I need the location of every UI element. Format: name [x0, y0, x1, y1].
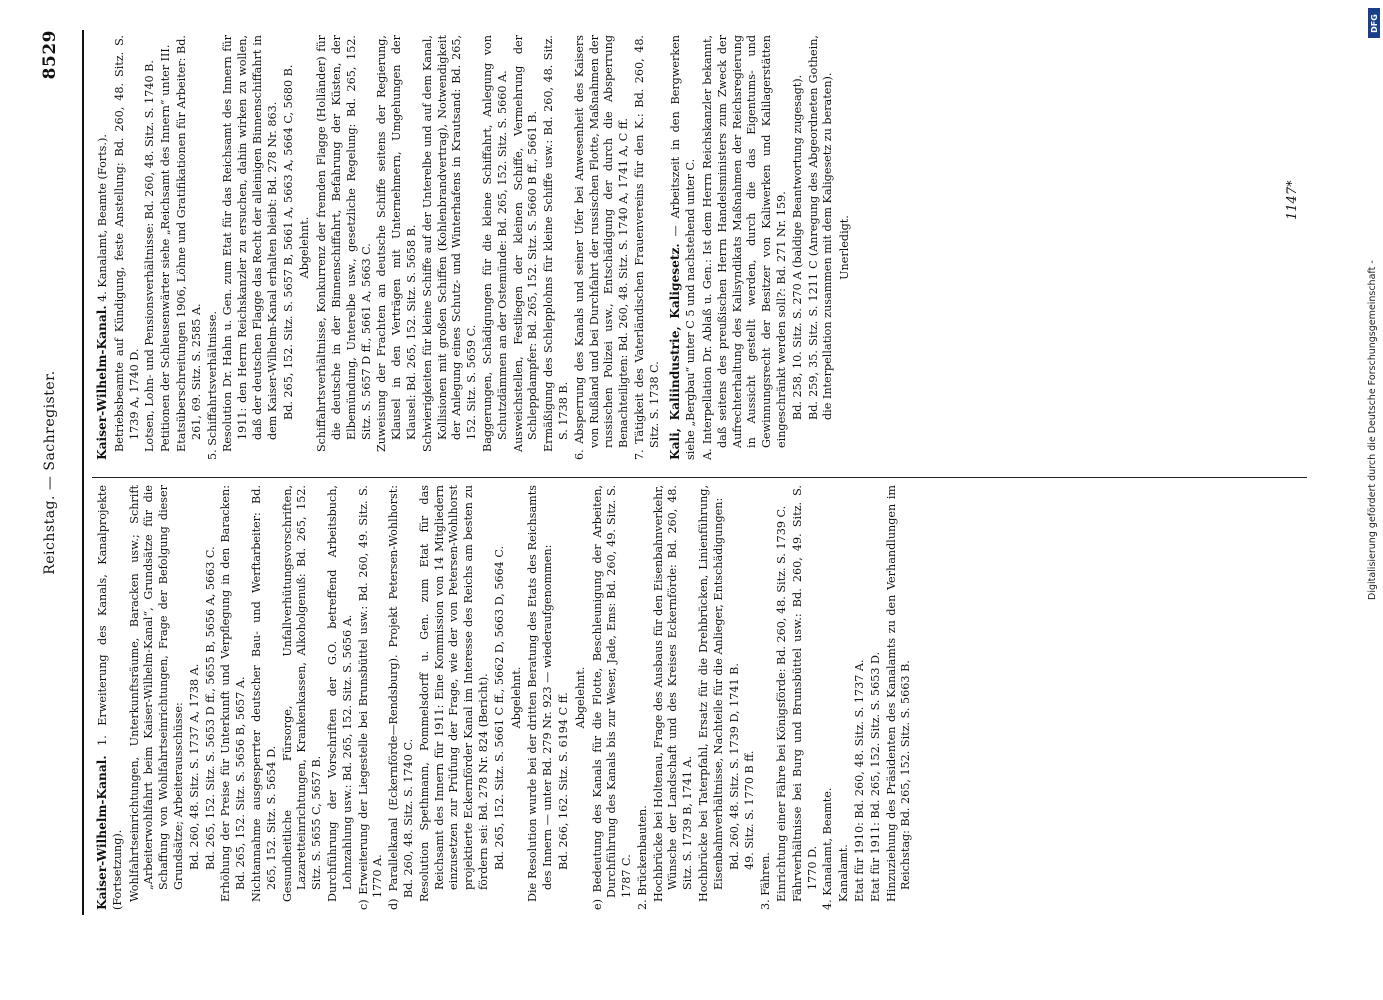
entry-keyword: Kaiser-Wilhelm-Kanal. [95, 305, 109, 460]
running-header [32, 30, 72, 915]
kali-entry-title [668, 35, 699, 460]
entry-subtitle: 1. Erweiterung des Kanals, Kanalprojekte (Fortsetzung). [96, 485, 124, 910]
column-divider [92, 477, 1307, 478]
index-paragraph: Resolution Spethmann, Pommelsdorff u. Gen. zum Etat für das Reichsamt des Innern für 1911: Eine Kommission von 14 Mitgliedern einzusetzen zur Prüfung der Frage, wie der von Petersen-Wohlhorst projektierte Eckernförder Kanal im Interesse des Reichs am besten zu fördern sei: Bd. 278 Nr. 824 (Bericht). [417, 485, 490, 902]
running-title: Reichstag. — Sachregister. [42, 370, 58, 575]
kali-paragraphs [701, 35, 853, 460]
index-paragraph: Zuweisung der Frachten an deutsche Schiffe seitens der Regierung, Klausel in den Verträgen mit Unternehmern, Umgehungen der Klausel: Bd. 265, 152. Sitz. S. 5658 B. [375, 35, 418, 452]
entry-title [95, 35, 111, 460]
index-paragraph: Bd. 266, 162. Sitz. S. 6194 C ff. [556, 692, 570, 870]
index-paragraph: 7. Tätigkeit des Vaterländischen Frauenvereins für den K.: Bd. 260, 48. Sitz. S. 1738 C. [632, 35, 661, 460]
index-paragraph: Bd. 260, 48. Sitz. S. 1739 D, 1741 B. [727, 663, 741, 870]
left-column [95, 485, 1295, 910]
kali-subtitle: — Arbeitszeit in den Bergwerken siehe „Bergbau“ unter C 5 und nachstehend unter C. [669, 35, 698, 460]
index-paragraph: 3. Fähren. [759, 852, 773, 910]
entry-keyword: Kaiser-Wilhelm-Kanal. [95, 755, 109, 910]
left-paragraphs [128, 485, 915, 910]
index-paragraph: Wohlfahrtseinrichtungen, Unterkunftsräume, Baracken usw.; Schrift „Arbeiterwohlfahrt beim Kaiser-Wilhelm-Kanal“, Grundsätze für die Schaffung von Wohlfahrtseinrichtungen, Frage der Befolgung dieser Grundsätze; Arbeiterausschüsse: [127, 485, 185, 902]
index-paragraph: Die Resolution wurde bei der dritten Beratung des Etats des Reichsamts des Innern — unter Bd. 279 Nr. 923 — wiederaufgenommen: [526, 485, 555, 902]
index-paragraph: 4. Kanalamt, Beamte. [821, 787, 835, 910]
index-paragraph: Erhöhung der Preise für Unterkunft und Verpflegung in den Baracken: Bd. 265, 152. Sitz. S. 5656 B, 5657 A. [219, 485, 248, 902]
index-paragraph: Unerledigt. [838, 215, 852, 280]
index-paragraph: Kanalamt. [837, 844, 851, 902]
index-paragraph: Nichtannahme ausgesperrter deutscher Bau- und Werftarbeiter: Bd. 265, 152. Sitz. S. 5654 D. [249, 485, 278, 902]
index-paragraph: Lotsen, Lohn- und Pensionsverhältnisse: Bd. 260, 48. Sitz. S. 1740 B. [143, 60, 157, 452]
index-paragraph: Baggerungen, Schädigungen für die kleine Schiffahrt, Anlegung von Schutzdämmen an der Ostemünde: Bd. 265, 152. Sitz. S. 5660 A. [480, 35, 509, 452]
index-paragraph: c) Erweiterung der Liegestelle bei Brunsbüttel usw.: Bd. 260, 49. Sitz. S. 1770 A. [356, 485, 385, 910]
index-paragraph: Abgelehnt. [573, 666, 587, 729]
index-paragraph: 6. Absperrung des Kanals und seiner Ufer bei Anwesenheit des Kaisers von Rußland und bei Durchfahrt der russischen Flotte, Maßnahmen der russischen Polizei usw., Entschädigung der durch die Absperrung Benachteiligten: Bd. 260, 48. Sitz. S. 1740 A, 1741 A, C ff. [572, 35, 631, 460]
index-paragraph: e) Bedeutung des Kanals für die Flotte, Beschleunigung der Arbeiten, Durchführung des Kanals bis zur Weser, Jade, Ems: Bd. 260, 49. Sitz. S. 1787 C. [590, 485, 634, 910]
index-paragraph: Hochbrücke bei Holtenau, Frage des Ausbaus für den Eisenbahnverkehr, Wünsche der Landschaft und des Kreises Eckernförde: Bd. 260, 48. Sitz. S. 1739 B, 1741 A. [651, 485, 695, 902]
entry-title [95, 485, 126, 910]
index-paragraph: Abgelehnt. [509, 666, 523, 729]
index-paragraph: Hinzuziehung des Präsidenten des Kanalamts zu den Verhandlungen im Reichstag: Bd. 265, 152. Sitz. S. 5663 B. [884, 485, 913, 902]
index-paragraph: 2. Brückenbauten. [635, 805, 649, 910]
index-paragraph: Resolution Dr. Hahn u. Gen. zum Etat für das Reichsamt des Innern für 1911: den Herrn Reichskanzler zu ersuchen, dahin wirken zu wollen, daß der deutschen Flagge das Recht der alleinigen Binnenschiffahrt in dem Kaiser-Wilhelm-Kanal erhalten bleibt: Bd. 278 Nr. 863. [221, 35, 279, 452]
index-paragraph: 49. Sitz. S. 1770 B ff. [743, 750, 757, 870]
index-paragraph: Bd. 265, 152. Sitz. S. 5661 C ff., 5662 D, 5663 D, 5664 C. [492, 545, 506, 870]
index-paragraph: Durchführung der Vorschriften der G.O. betreffend Arbeitsbuch, Lohnzahlung usw.: Bd. 265, 152. Sitz. S. 5656 A. [325, 485, 354, 902]
index-paragraph: Petitionen der Schleusenwärter siehe „Reichsamt des Innern“ unter III. [159, 44, 173, 452]
index-paragraph: Schwierigkeiten für kleine Schiffe auf der Unterelbe und auf dem Kanal, Kollisionen mit großen Schiffen (Kohlenbrandvertrag), Notwendigkeit der Anlegung eines Schutz- und Winterhafens in Krautsand: Bd. 265, 152. Sitz. S. 5659 C. [420, 35, 479, 452]
index-paragraph: 5. Schiffahrtsverhältnisse. [205, 310, 219, 460]
index-paragraph: Etat für 1911: Bd. 265, 152. Sitz. S. 5653 D. [868, 651, 882, 902]
index-paragraph: Schiffahrtsverhältnisse, Konkurrenz der fremden Flagge (Holländer) für die deutsche in der Binnenschiffahrt, Befahrung der Küsten, der Elbemündung, Unterelbe usw., gesetzliche Regelung: Bd. 265, 152. Sitz. S. 5657 D ff., 5661 A, 5663 C. [315, 35, 373, 452]
index-paragraph: A. Interpellation Dr. Ablaß u. Gen.: Ist dem Herrn Reichskanzler bekannt, daß seitens des preußischen Herrn Handelsministers zum Zweck der Aufrechterhaltung des Kalisyndikats Maßnahmen der Reichsregierung in Aussicht gestellt werden, durch die das Eigentums- und Gewinnungsrecht der Besitzer von Kaliwerken und Kalilagerstätten eingeschränkt werden soll?: Bd. 271 Nr. 159. [701, 35, 789, 460]
index-paragraph: Abgelehnt. [298, 216, 312, 279]
dfg-credit: Digitalisierung gefördert durch die Deutsche Forschungsgemeinschaft - [1367, 260, 1378, 600]
index-paragraph: Ermäßigung des Schlepplohns für kleine Schiffe usw.: Bd. 260, 48. Sitz. S. 1738 B. [542, 35, 570, 452]
dfg-logo-icon [1368, 8, 1380, 38]
index-paragraph: Einrichtung einer Fähre bei Königsförde: Bd. 260, 48. Sitz. S. 1739 C. [775, 505, 789, 902]
index-paragraph: Hochbrücke bei Taterpfahl, Ersatz für die Drehbrücken, Linienführung, Eisenbahnverhältnisse, Nachteile für die Anlieger, Entschädigungen: [697, 485, 725, 902]
index-paragraph: Bd. 259, 35. Sitz. S. 1211 C (Anregung des Abgeordneten Gothein, die Interpellation zusammen mit dem Kaligesetz zu beraten). [806, 35, 835, 420]
index-paragraph: Etat für 1910: Bd. 260, 48. Sitz. S. 1737 A. [853, 659, 867, 902]
index-paragraph: Bd. 260, 48. Sitz. S. 1737 A, 1738 A. [187, 663, 201, 870]
right-paragraphs [113, 35, 663, 460]
index-paragraph: Etatsüberschreitungen 1906, Löhne und Gratifikationen für Arbeiter: Bd. 261, 69. Sitz. S. 2585 A. [174, 35, 203, 452]
right-column [95, 35, 1295, 460]
kali-keyword: Kali, Kaliindustrie, Kaligesetz. [668, 243, 683, 460]
header-rule [82, 30, 84, 915]
index-paragraph: Bd. 265, 152. Sitz. S. 5657 B, 5661 A, 5663 A, 5664 C, 5680 B. [281, 64, 295, 420]
signature-mark: 1147* [1285, 180, 1300, 220]
index-paragraph: Betriebsbeamte auf Kündigung, feste Anstellung: Bd. 260, 48. Sitz. S. 1739 A, 1740 D. [112, 35, 141, 452]
index-paragraph: d) Parallelkanal (Eckernförde—Rendsburg). Projekt Petersen-Wohlhorst: Bd. 260, 48. Sitz. S. 1740 C. [387, 485, 415, 910]
index-paragraph: Gesundheitliche Fürsorge, Unfallverhütungsvorschriften, Lazaretteinrichtungen, Krankenkassen, Alkoholgenuß: Bd. 265, 152. Sitz. S. 5655 C, 5657 B. [280, 485, 324, 902]
index-paragraph: Ausweichstellen, Festliegen der kleinen Schiffe, Vermehrung der Schleppdampfer: Bd. 265, 152. Sitz. S. 5660 B ff., 5661 B. [511, 35, 540, 452]
page-number: 8529 [40, 30, 60, 80]
entry-subtitle: 4. Kanalamt, Beamte (Forts.). [96, 134, 109, 302]
dfg-logo-text: DFG [1369, 13, 1379, 33]
index-paragraph: Bd. 265, 152. Sitz. S. 5653 D ff., 5655 B, 5656 A, 5663 C. [203, 546, 217, 870]
margin-strip [1355, 0, 1383, 1000]
index-paragraph: Bd. 258, 10. Sitz. S. 270 A (baldige Beantwortung zugesagt). [790, 74, 804, 420]
index-paragraph: Fährverhältnisse bei Burg und Brunsbüttel usw.: Bd. 260, 49. Sitz. S. 1770 D. [790, 485, 819, 902]
